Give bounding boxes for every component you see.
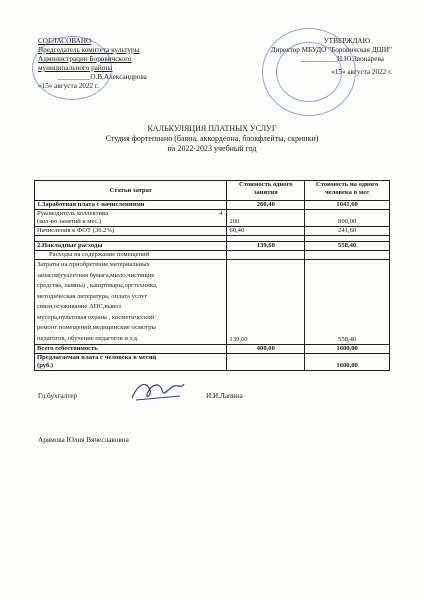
approval-left-line-3: муниципального района <box>38 64 113 72</box>
approval-left-line-2: Администрации Боровичского <box>38 55 132 63</box>
table-row: 2.Накладные расходы 139,60 558,40 <box>35 242 390 251</box>
table-row: Затраты на приобретение материальных запасов(туалетная бумага,мыло,чистящие средства, лампы) , канцтовары,оргтехника, методическая литература, оплата услуг связи,осуживание АПС,вывоз мусора,пультовая охрана , косметический ремонт помещений,медицинские осмотры педагогов, обучение педагогов и т.д. 139,60 558,40 <box>35 260 390 345</box>
table-header-row <box>35 181 390 201</box>
stamp-left-icon <box>32 36 112 100</box>
approval-left-line-1: Председатель комитета культуры <box>38 46 140 54</box>
table-row: Начисления к ФОТ (30.2%) 60,40 241,60 <box>35 227 390 236</box>
approval-right-sign: __________Н.Ю.Звонарева <box>301 55 384 63</box>
header-per-lesson: Стоимость одного занятия <box>227 181 305 201</box>
footer-executor: Арямова Юлия Вячеславовна <box>38 436 129 444</box>
lessons-count: 4 <box>219 210 223 217</box>
footer-role: Гл.бухгалтер <box>38 392 78 400</box>
table-row: Всего себестоимость 400,00 1600,00 <box>35 345 390 354</box>
title-line-3: на 2022-2023 учебный год <box>167 144 257 153</box>
approval-left-heading: СОГЛАСОВАНО <box>38 37 92 45</box>
cost-table <box>34 180 390 371</box>
table-row: 1.Заработная плата с начислениями 260,40 1041,60 <box>35 201 390 210</box>
title-line-1: КАЛЬКУЛЯЦИЯ ПЛАТНЫХ УСЛУГ <box>147 124 277 133</box>
stamp-right-inner-icon <box>276 42 342 102</box>
approval-right-heading: УТВЕРЖДАЮ <box>323 37 370 45</box>
approval-right-line-1: Директор МБУДО "Боровичская ДШИ" <box>270 46 392 54</box>
approval-left-date: «15» августа 2022 г. <box>38 82 99 90</box>
table-row: Расходы на содержание помещений <box>35 251 390 260</box>
approval-left-sign: _________О.В.Александрова <box>58 73 147 81</box>
table-row: Предлагаемая плата с человека в месяц (руб.) 1600,00 <box>35 354 390 371</box>
signature-icon <box>128 376 188 406</box>
title-line-2: Студия фортепиано (баяна, аккордеона, блокфлейты, скрипки) <box>105 134 319 143</box>
footer-name: И.И.Лапина <box>206 392 243 400</box>
header-items: Статьи затрат <box>35 181 227 201</box>
table-row: Руководитель коллектива (кол-во занятий в мес.) 4 200 800,00 <box>35 210 390 227</box>
header-per-month: Стоимость на одного человека в мес <box>305 181 390 201</box>
document-title <box>0 124 424 154</box>
approval-right-date: «15» августа 2022 г. <box>331 68 392 76</box>
